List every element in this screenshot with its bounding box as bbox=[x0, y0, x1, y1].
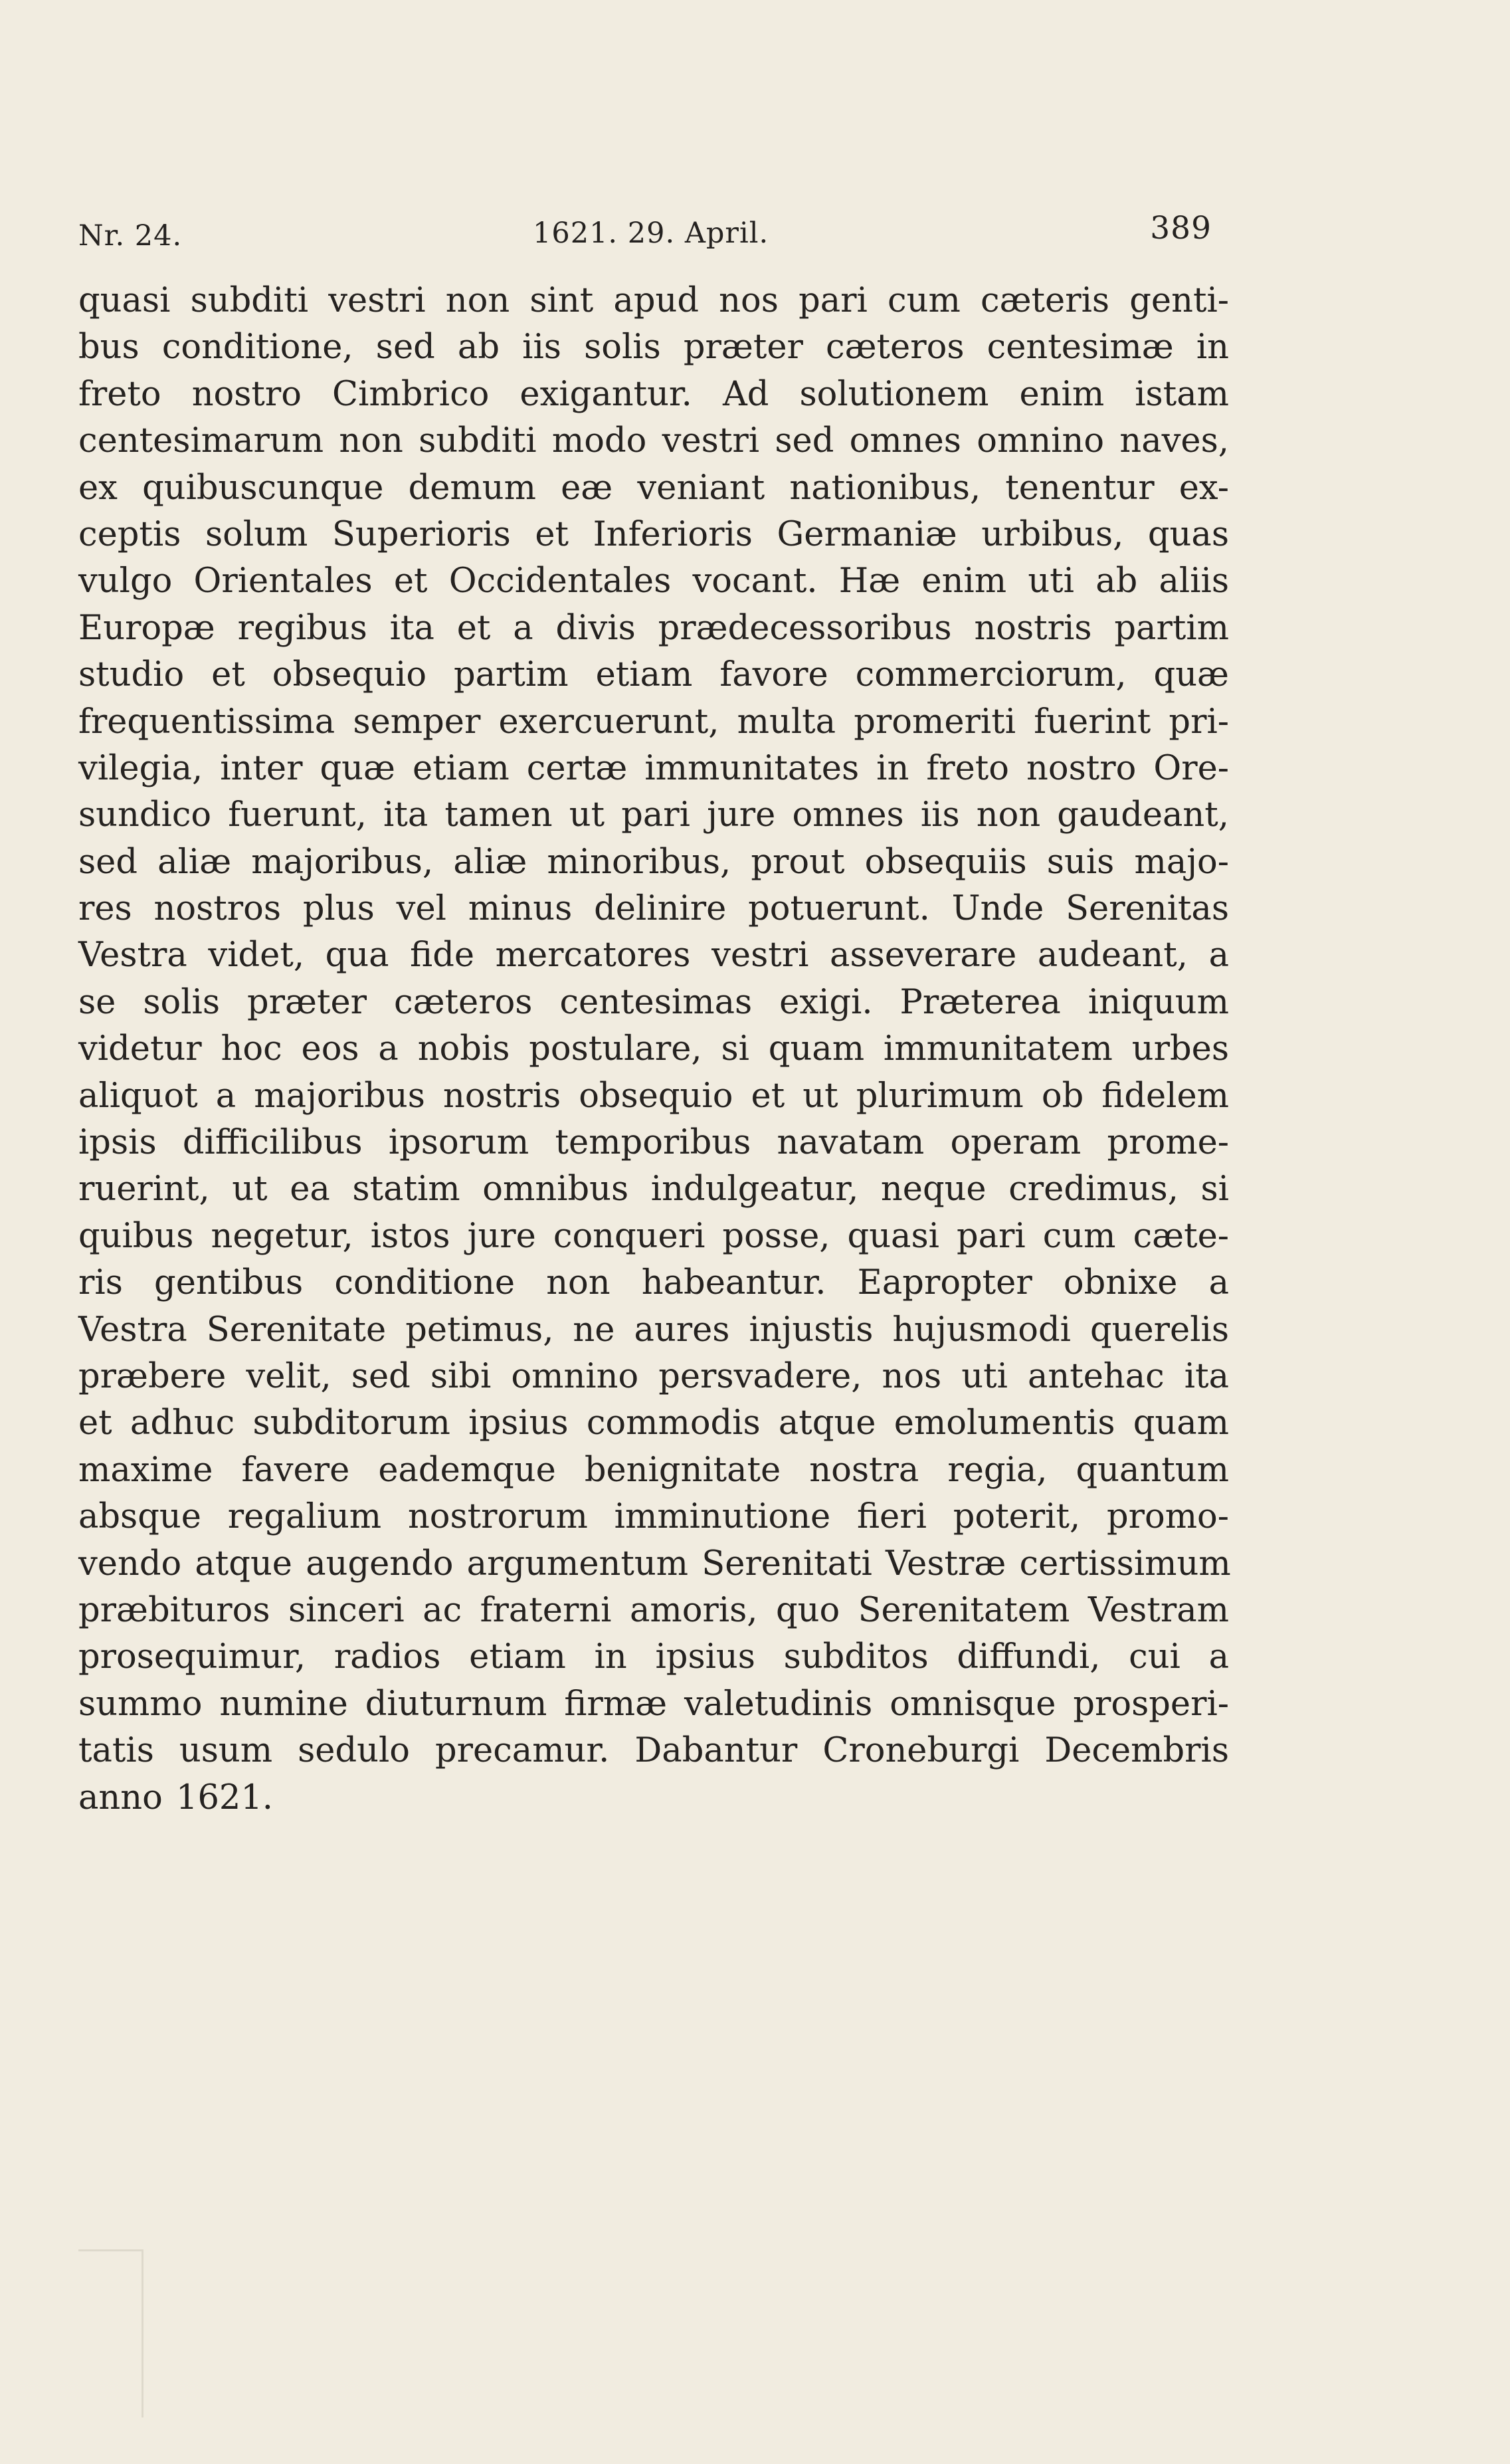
text-line: sundico fuerunt, ita tamen ut pari jure omnes iis non gaudeant, bbox=[78, 795, 1229, 835]
text-line: anno 1621. bbox=[78, 1778, 274, 1817]
text-line: frequentissima semper exercuerunt, multa promeriti fuerint pri- bbox=[78, 702, 1229, 742]
page-corner-mark bbox=[78, 2249, 143, 2417]
text-line: aliquot a majoribus nostris obsequio et ut plurimum ob fidelem bbox=[78, 1076, 1229, 1116]
text-line: videtur hoc eos a nobis postulare, si quam immunitatem urbes bbox=[78, 1029, 1229, 1069]
text-line: freto nostro Cimbrico exigantur. Ad solutionem enim istam bbox=[78, 374, 1229, 414]
text-line: se solis præter cæteros centesimas exigi. Præterea iniquum bbox=[78, 982, 1229, 1022]
text-line: res nostros plus vel minus delinire potuerunt. Unde Serenitas bbox=[78, 889, 1229, 929]
text-line: et adhuc subditorum ipsius commodis atque emolumentis quam bbox=[78, 1403, 1229, 1443]
text-line: ipsis difficilibus ipsorum temporibus navatam operam prome- bbox=[78, 1123, 1229, 1163]
text-line: ris gentibus conditione non habeantur. Eapropter obnixe a bbox=[78, 1263, 1229, 1303]
text-line: ruerint, ut ea statim omnibus indulgeatur, neque credimus, si bbox=[78, 1170, 1229, 1209]
text-line: Europæ regibus ita et a divis prædecessoribus nostris partim bbox=[78, 608, 1229, 648]
running-head bbox=[78, 210, 1212, 253]
text-line: tatis usum sedulo precamur. Dabantur Croneburgi Decembris bbox=[78, 1731, 1229, 1771]
text-line: præbere velit, sed sibi omnino persvadere, nos uti antehac ita bbox=[78, 1356, 1229, 1396]
text-line: ceptis solum Superioris et Inferioris Germaniæ urbibus, quas bbox=[78, 514, 1229, 554]
text-line: præbituros sinceri ac fraterni amoris, quo Serenitatem Vestram bbox=[78, 1590, 1229, 1630]
text-line: centesimarum non subditi modo vestri sed omnes omnino naves, bbox=[78, 421, 1229, 461]
text-line: bus conditione, sed ab iis solis præter cæteros centesimæ in bbox=[78, 328, 1229, 367]
text-line: vilegia, inter quæ etiam certæ immunitates in freto nostro Ore- bbox=[78, 748, 1229, 788]
body-text bbox=[78, 278, 1229, 1821]
text-line: vulgo Orientales et Occidentales vocant. Hæ enim uti ab aliis bbox=[78, 562, 1229, 601]
text-line: sed aliæ majoribus, aliæ minoribus, prout obsequiis suis majo- bbox=[78, 842, 1229, 882]
text-line: studio et obsequio partim etiam favore commerciorum, quæ bbox=[78, 655, 1229, 695]
text-line: summo numine diuturnum firmæ valetudinis omnisque prosperi- bbox=[78, 1684, 1229, 1724]
text-line: quasi subditi vestri non sint apud nos pari cum cæteris genti- bbox=[78, 281, 1229, 320]
text-line: ex quibuscunque demum eæ veniant nationibus, tenentur ex- bbox=[78, 468, 1229, 508]
text-line: Vestra videt, qua fide mercatores vestri asseverare audeant, a bbox=[78, 936, 1229, 975]
text-line: vendo atque augendo argumentum Serenitati Vestræ certissimum bbox=[78, 1544, 1231, 1584]
page-number: 389 bbox=[1150, 210, 1212, 247]
text-line: Vestra Serenitate petimus, ne aures injustis hujusmodi querelis bbox=[78, 1310, 1229, 1350]
text-line: absque regalium nostrorum imminutione fieri poterit, promo- bbox=[78, 1497, 1229, 1537]
document-number: Nr. 24. bbox=[78, 219, 183, 253]
text-line: quibus negetur, istos jure conqueri posse, quasi pari cum cæte- bbox=[78, 1216, 1229, 1256]
text-line: prosequimur, radios etiam in ipsius subditos diffundi, cui a bbox=[78, 1637, 1229, 1677]
text-line: maxime favere eademque benignitate nostra regia, quantum bbox=[78, 1450, 1229, 1490]
document-date: 1621. 29. April. bbox=[533, 217, 769, 250]
